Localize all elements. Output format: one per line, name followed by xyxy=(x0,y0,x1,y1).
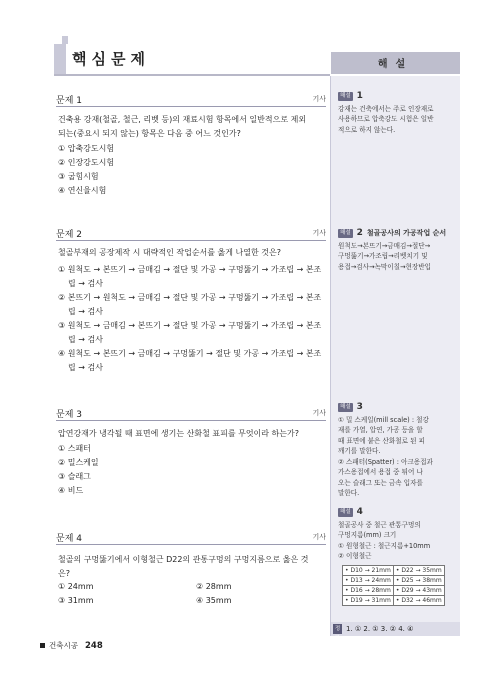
option[interactable]: ④ 연신율시험 xyxy=(58,186,107,195)
table-cell: • D13 → 24mm xyxy=(343,575,394,585)
table-cell: • D25 → 38mm xyxy=(393,575,444,585)
question-tag: 기사 xyxy=(312,533,326,541)
explanation-line: 구멍지름(mm) 크기 xyxy=(338,531,397,539)
question-line: 철골부재의 공장제작 시 대략적인 작업순서를 옳게 나열한 것은? xyxy=(58,248,281,257)
footer-square-icon xyxy=(40,643,45,648)
explanation-number: 2 xyxy=(356,228,363,238)
answer-tag: 정답 xyxy=(334,626,341,642)
option[interactable]: ② 본뜨기 → 원척도 → 금매김 → 절단 및 가공 → 구멍뚫기 → 가조립 → 본조 xyxy=(58,293,322,302)
explanation-line: 사용하므로 압축강도 시험은 일반 xyxy=(338,115,434,123)
question-2-header xyxy=(56,227,326,241)
explanation-line: 때 표면에 붙은 산화철로 된 피 xyxy=(338,436,425,445)
table-row xyxy=(343,595,445,605)
question-line: 건축용 강재(철골, 철근, 리벳 등)의 재료시험 항목에서 일반적으로 제외 xyxy=(58,115,307,124)
table-cell: • D19 → 31mm xyxy=(343,595,394,605)
page-title: 핵심문제 xyxy=(72,50,150,68)
explanation-line: ② 이형철근 xyxy=(338,552,372,560)
explanation-tag: 해설 xyxy=(340,403,351,410)
page-number: 248 xyxy=(84,640,103,651)
header-underline xyxy=(54,74,330,76)
answer-text: 1. ① 2. ① 3. ② 4. ④ xyxy=(346,625,414,633)
table-row xyxy=(343,575,445,585)
explanation-line: 강재는 건축에서는 주로 인장재로 xyxy=(338,104,434,113)
option[interactable]: ③ 슬래그 xyxy=(58,472,91,481)
explanation-line: 재를 가열, 압연, 가공 등을 할 xyxy=(338,426,423,434)
footer-section: 건축시공 xyxy=(49,641,78,650)
question-4-text xyxy=(58,553,322,581)
question-3-header xyxy=(56,407,326,421)
question-1-header xyxy=(56,93,326,107)
option[interactable]: ③ 굽힘시험 xyxy=(58,172,99,181)
explanation-line: 말한다. xyxy=(338,489,360,497)
rebar-hole-table xyxy=(342,565,445,606)
explanation-title: 철골공사의 가공작업 순서 xyxy=(366,229,447,237)
table-cell: • D32 → 46mm xyxy=(393,595,444,605)
explanation-number: 3 xyxy=(356,402,363,412)
table-row xyxy=(343,585,445,595)
explanation-line: 깨기를 말한다. xyxy=(338,447,381,455)
question-2-options xyxy=(58,263,322,375)
table-row xyxy=(343,565,445,575)
explanation-line: 구멍뚫기→가조립→리벳치기 및 xyxy=(338,252,428,260)
table-cell: • D10 → 21mm xyxy=(343,565,394,575)
option-continued: 립 → 검사 xyxy=(68,279,103,288)
explanation-3 xyxy=(338,402,456,499)
explanation-1 xyxy=(338,91,456,135)
explanation-header-title: 해설 xyxy=(377,59,414,70)
option[interactable]: ① 24mm xyxy=(58,582,94,591)
option-continued: 립 → 검사 xyxy=(68,335,103,344)
question-3-options xyxy=(58,442,322,498)
table-cell: • D22 → 35mm xyxy=(393,565,444,575)
explanation-tag: 해설 xyxy=(340,92,351,99)
option-continued: 립 → 검사 xyxy=(68,307,103,316)
option[interactable]: ④ 원척도 → 본뜨기 → 금매김 → 구멍뚫기 → 절단 및 가공 → 가조립 → 본조 xyxy=(58,349,322,358)
explanation-4 xyxy=(338,507,456,606)
option[interactable]: ① 스패터 xyxy=(58,444,91,453)
option[interactable]: ① 원척도 → 본뜨기 → 금매김 → 절단 및 가공 → 구멍뚫기 → 가조립 → 본조 xyxy=(58,265,322,274)
explanation-line: 적으로 하지 않는다. xyxy=(338,125,396,134)
page-footer xyxy=(40,640,103,651)
question-label: 문제 3 xyxy=(56,410,82,420)
table-cell: • D16 → 28mm xyxy=(343,585,394,595)
option[interactable]: ③ 원척도 → 금매김 → 본뜨기 → 절단 및 가공 → 구멍뚫기 → 가조립 → 본조 xyxy=(58,321,322,330)
explanation-tag: 해설 xyxy=(340,508,351,515)
question-label: 문제 1 xyxy=(56,96,82,106)
option[interactable]: ② 밀스케일 xyxy=(58,458,99,467)
question-line: 철골의 구멍뚫기에서 이형철근 D22의 관통구멍의 구멍지름으로 옳은 것 xyxy=(58,555,309,564)
option-continued: 립 → 검사 xyxy=(68,363,103,372)
explanation-line: 철골공사 중 철근 관통구멍의 xyxy=(338,520,421,529)
header-accent-bar xyxy=(54,44,66,74)
question-label: 문제 4 xyxy=(56,534,82,544)
question-label: 문제 2 xyxy=(56,230,82,240)
explanation-tag: 해설 xyxy=(340,229,351,236)
question-4-options-left xyxy=(58,580,188,608)
explanation-2 xyxy=(338,228,456,272)
explanation-line: 원척도→본뜨기→금매김→절단→ xyxy=(338,241,431,250)
option[interactable]: ③ 31mm xyxy=(58,596,94,605)
column-divider xyxy=(330,76,331,636)
question-line: 되는(중요시 되지 않는) 항목은 다음 중 어느 것인가? xyxy=(58,129,241,138)
explanation-number: 4 xyxy=(356,507,363,517)
table-cell: • D29 → 43mm xyxy=(393,585,444,595)
option[interactable]: ④ 비드 xyxy=(58,486,84,495)
explanation-line: ① 원형철근 : 철근지름+10mm xyxy=(338,541,431,550)
explanation-line: 오는 슬래그 또는 금속 입자를 xyxy=(338,478,423,487)
explanation-number: 1 xyxy=(356,91,363,101)
explanation-line: 용접→검사→녹막이칠→현장반입 xyxy=(338,262,432,271)
header-accent-small xyxy=(62,36,68,44)
question-4-header xyxy=(56,531,326,545)
question-line: 은? xyxy=(58,569,70,578)
question-tag: 기사 xyxy=(312,229,326,237)
explanation-line: 가스용접에서 용접 중 튀어 나 xyxy=(338,468,423,476)
question-2-text xyxy=(58,246,322,260)
question-line: 압연강재가 냉각될 때 표면에 생기는 산화철 표피를 무엇이라 하는가? xyxy=(58,429,299,438)
option[interactable]: ④ 35mm xyxy=(196,596,232,605)
explanation-line: ② 스패터(Spatter) : 아크용접과 xyxy=(338,457,433,466)
option[interactable]: ② 인장강도시험 xyxy=(58,158,115,167)
question-1-text xyxy=(58,113,322,141)
question-tag: 기사 xyxy=(312,409,326,417)
question-1-options xyxy=(58,142,322,198)
question-4-options-right xyxy=(196,580,316,608)
question-tag: 기사 xyxy=(312,95,326,103)
option[interactable]: ② 28mm xyxy=(196,582,232,591)
option[interactable]: ① 압축강도시험 xyxy=(58,144,115,153)
question-3-text xyxy=(58,427,322,441)
explanation-line: ① 밀 스케일(mill scale) : 철강 xyxy=(338,415,429,424)
